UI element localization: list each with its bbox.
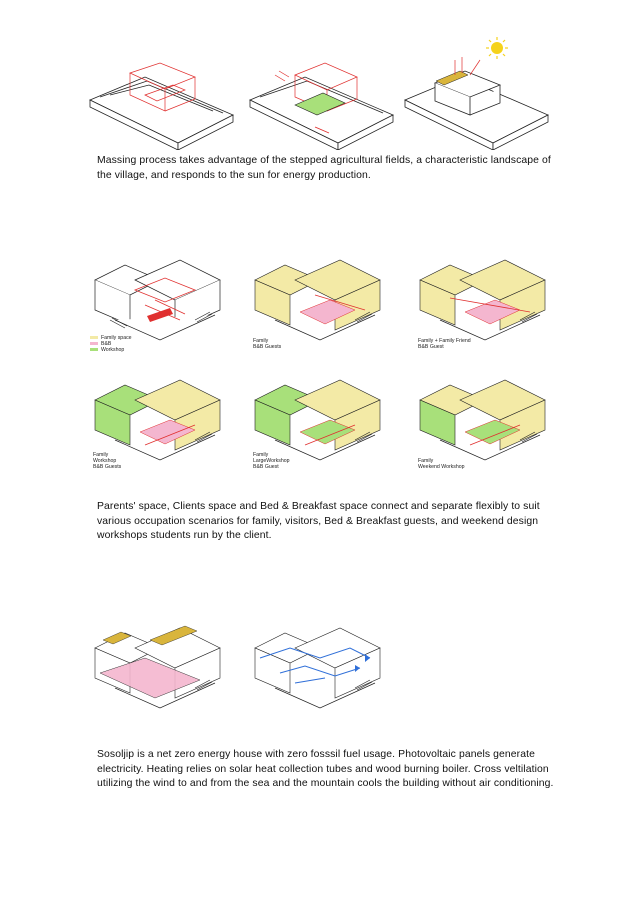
scenario-4-line1: Family (253, 452, 269, 458)
scenario-5-line1: Family (418, 458, 434, 464)
sun-icon (486, 37, 508, 59)
scenario-3-line3: B&B Guests (93, 464, 122, 470)
energy-caption: Sosoljip is a net zero energy house with zero fosssil fuel usage. Photovoltaic panels generate electricity. Heating relies on solar heat collection tubes and wood burning boiler. Cross veltilation utilizing the wind to and from the sea and the mountain cools the building without air conditioning. (97, 749, 554, 789)
energy-diagram-ventilation (245, 618, 395, 728)
scenario-diagram-legend (85, 250, 235, 360)
scenario-diagram-3 (85, 370, 235, 480)
scenario-1-line1: Family (253, 338, 269, 344)
scenario-diagram-4 (245, 370, 395, 480)
scenario-4-line3: B&B Guest (253, 464, 279, 470)
scenario-diagram-5 (410, 370, 560, 480)
massing-caption: Massing process takes advantage of the stepped agricultural fields, a characteristic landscape of the village, and responds to the sun for energy production. (97, 155, 551, 181)
scenario-4-line2: LargeWorkshop (253, 458, 290, 464)
scenario-2-line1: Family + Family Friend (418, 338, 471, 344)
spaces-caption: Parents' space, Clients space and Bed & Breakfast space connect and separate flexibly to suit various occupation scenarios for family, visitors, Bed & Breakfast guests, and weekend design workshops students run by the client. (97, 501, 540, 541)
massing-diagram-2 (245, 55, 395, 150)
legend-bb: B&B (101, 341, 112, 347)
legend-workshop: Workshop (101, 347, 125, 353)
legend-family-space: Family space (101, 335, 132, 341)
scenario-1-line2: B&B Guests (253, 344, 282, 350)
scenario-5-line2: Weekend Workshop (418, 464, 465, 470)
scenario-3-line1: Family (93, 452, 109, 458)
scenario-diagram-2 (410, 250, 560, 360)
massing-diagram-1 (85, 55, 235, 150)
scenario-3-line2: Workshop (93, 458, 117, 464)
scenario-diagram-1 (245, 250, 395, 360)
massing-diagram-3 (400, 35, 550, 150)
scenario-2-line2: B&B Guest (418, 344, 444, 350)
energy-diagram-pv (85, 618, 235, 728)
